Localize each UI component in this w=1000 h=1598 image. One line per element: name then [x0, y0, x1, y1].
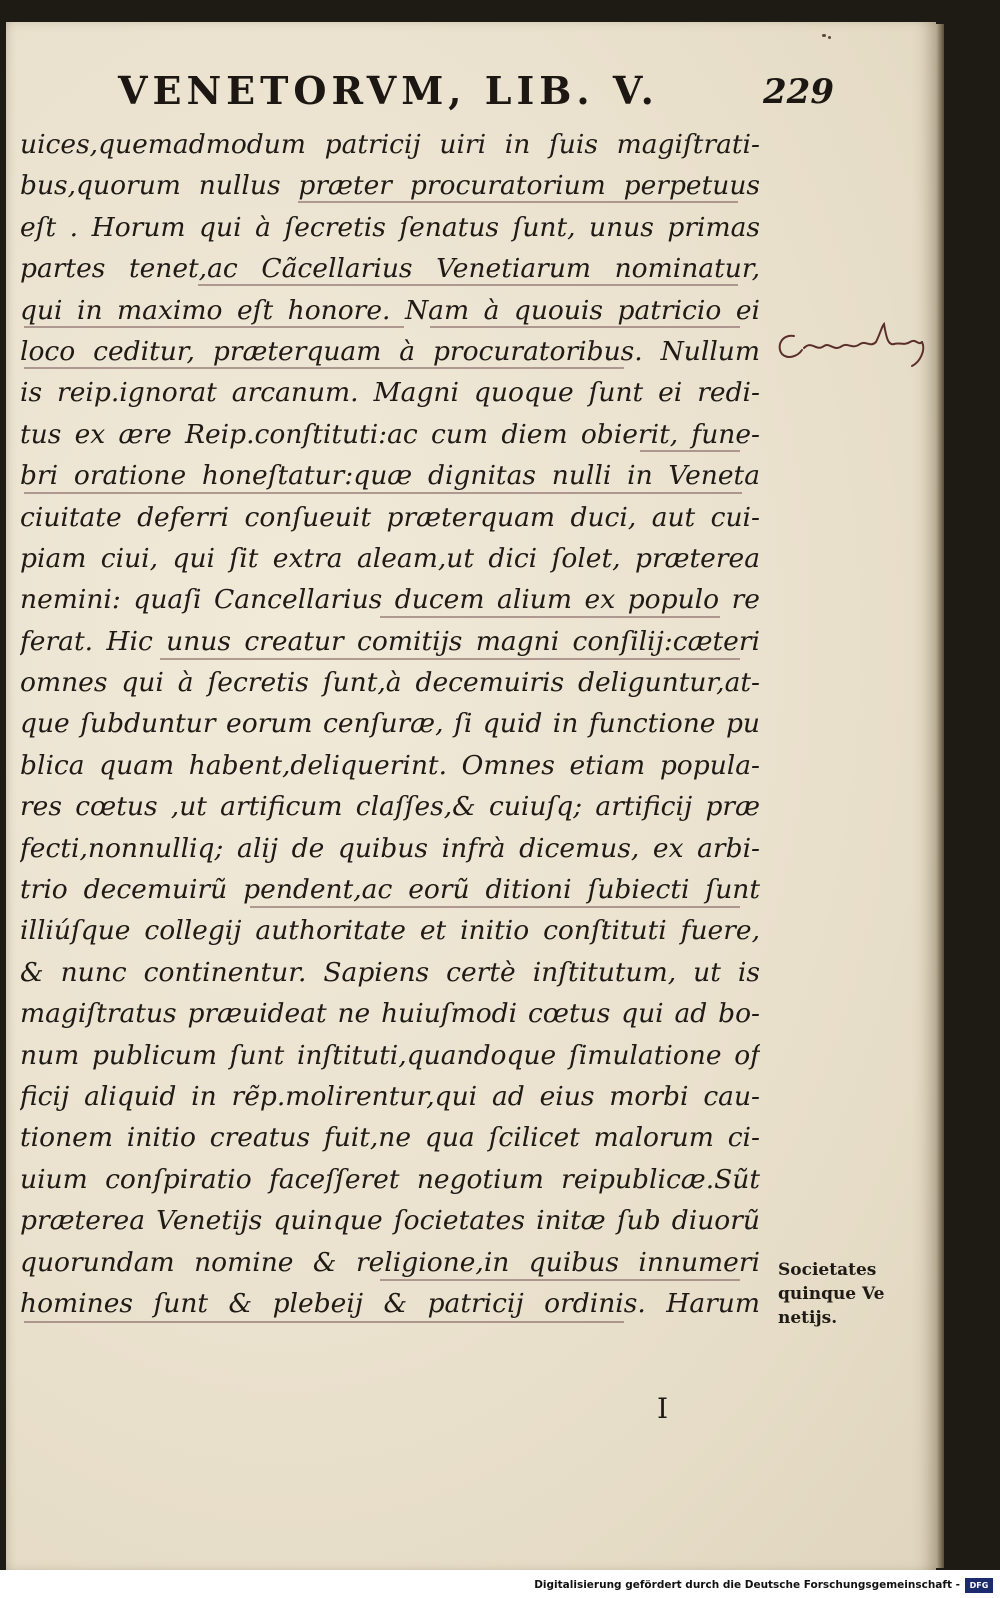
- ink-speck: [822, 34, 826, 37]
- text-line: præterea Venetijs quinque ſocietates initæ ſub diuorũ: [20, 1205, 760, 1237]
- text-line: ciuitate deferri conſueuit præterquam duci, aut cui-: [20, 501, 760, 533]
- handwritten-underline: [640, 450, 740, 452]
- text-line: quorundam nomine & religione,in quibus innumeri: [20, 1246, 760, 1278]
- handwritten-underline: [430, 326, 740, 328]
- text-line: tus ex ære Reip.conſtituti:ac cum diem obierit, fune-: [20, 418, 760, 450]
- sidenote-line: Societates: [778, 1260, 877, 1280]
- handwritten-underline: [160, 658, 740, 660]
- footer-credit: Digitalisierung gefördert durch die Deutsche Forschungsgemeinschaft -: [534, 1579, 960, 1591]
- handwritten-underline: [24, 326, 404, 328]
- text-line: piam ciui, qui ſit extra aleam,ut dici ſolet, præterea: [20, 542, 760, 574]
- margin-sidenote: [778, 1258, 928, 1330]
- folio-number: 229: [763, 72, 834, 112]
- handwritten-underline: [250, 906, 740, 908]
- text-line: uices,quemadmodum patricij uiri in ſuis magiſtrati-: [20, 129, 760, 160]
- handwritten-underline: [298, 201, 738, 203]
- text-line: bri oratione honeſtatur:quæ dignitas nulli in Veneta: [20, 460, 760, 492]
- handwritten-underline: [24, 492, 742, 494]
- text-line: blica quam habent,deliquerint. Omnes etiam popula-: [20, 749, 760, 781]
- text-line: loco ceditur, præterquam à procuratoribus. Nullum: [20, 335, 760, 367]
- text-line: ferat. Hic unus creatur comitijs magni conſilij:cæteri: [20, 625, 760, 657]
- text-line: qui in maximo eſt honore. Nam à quouis patricio ei: [20, 294, 760, 326]
- handwritten-underline: [198, 284, 738, 286]
- handwritten-underline: [24, 1321, 624, 1323]
- text-line: illiúſque collegij authoritate et initio conſtituti fuere,: [20, 915, 760, 947]
- dfg-logo: DFG: [965, 1578, 993, 1593]
- text-line: eſt . Horum qui à ſecretis ſenatus ſunt, unus primas: [20, 211, 760, 243]
- text-line: homines ſunt & plebeij & patricij ordinis. Harum: [20, 1287, 760, 1319]
- sidenote-line: netijs.: [778, 1308, 838, 1328]
- text-line: fecti,nonnulliq; alij de quibus infrà dicemus, ex arbi-: [20, 832, 760, 864]
- text-line: omnes qui à ſecretis ſunt,à decemuiris deliguntur,at-: [20, 667, 760, 699]
- handwritten-underline: [380, 1279, 740, 1281]
- signature-mark: I: [657, 1392, 669, 1425]
- text-line: tionem initio creatus fuit,ne qua ſcilicet malorum ci-: [20, 1122, 760, 1154]
- handwritten-underline: [380, 616, 720, 618]
- handwritten-underline: [24, 367, 624, 369]
- text-line: ficij aliquid in rẽp.molirentur,qui ad eius morbi cau-: [20, 1080, 760, 1112]
- sidenote-line: quinque Ve: [778, 1284, 885, 1304]
- text-line: num publicum ſunt inſtituti,quandoque ſimulatione of: [20, 1039, 760, 1071]
- text-line: que ſubduntur eorum cenſuræ, ſi quid in functione pu: [20, 708, 760, 740]
- text-line: & nunc continentur. Sapiens certè inſtitutum, ut is: [20, 956, 760, 988]
- running-title: VENETORVM, LIB. V.: [118, 68, 659, 113]
- text-line: trio decemuirũ pendent,ac eorũ ditioni ſubiecti ſunt: [20, 874, 760, 906]
- ink-speck: [828, 36, 831, 39]
- text-line: nemini: quaſi Cancellarius ducem alium ex populo re: [20, 584, 760, 616]
- text-line: magiſtratus præuideat ne huiuſmodi cœtus qui ad bo-: [20, 998, 760, 1030]
- body-text: [20, 124, 760, 1324]
- text-line: res cœtus ,ut artificum claſſes,& cuiuſq; artificij præ: [20, 791, 760, 823]
- text-line: partes tenet,ac Cãcellarius Venetiarum nominatur,: [20, 253, 760, 285]
- handwritten-margin-note: [772, 316, 932, 376]
- text-line: bus,quorum nullus præter procuratorium perpetuus: [20, 170, 760, 202]
- page-edge: [936, 24, 944, 1568]
- text-line: uium conſpiratio faceſſeret negotium reipublicæ.Sũt: [20, 1163, 760, 1195]
- text-line: is reip.ignorat arcanum. Magni quoque ſunt ei redi-: [20, 377, 760, 409]
